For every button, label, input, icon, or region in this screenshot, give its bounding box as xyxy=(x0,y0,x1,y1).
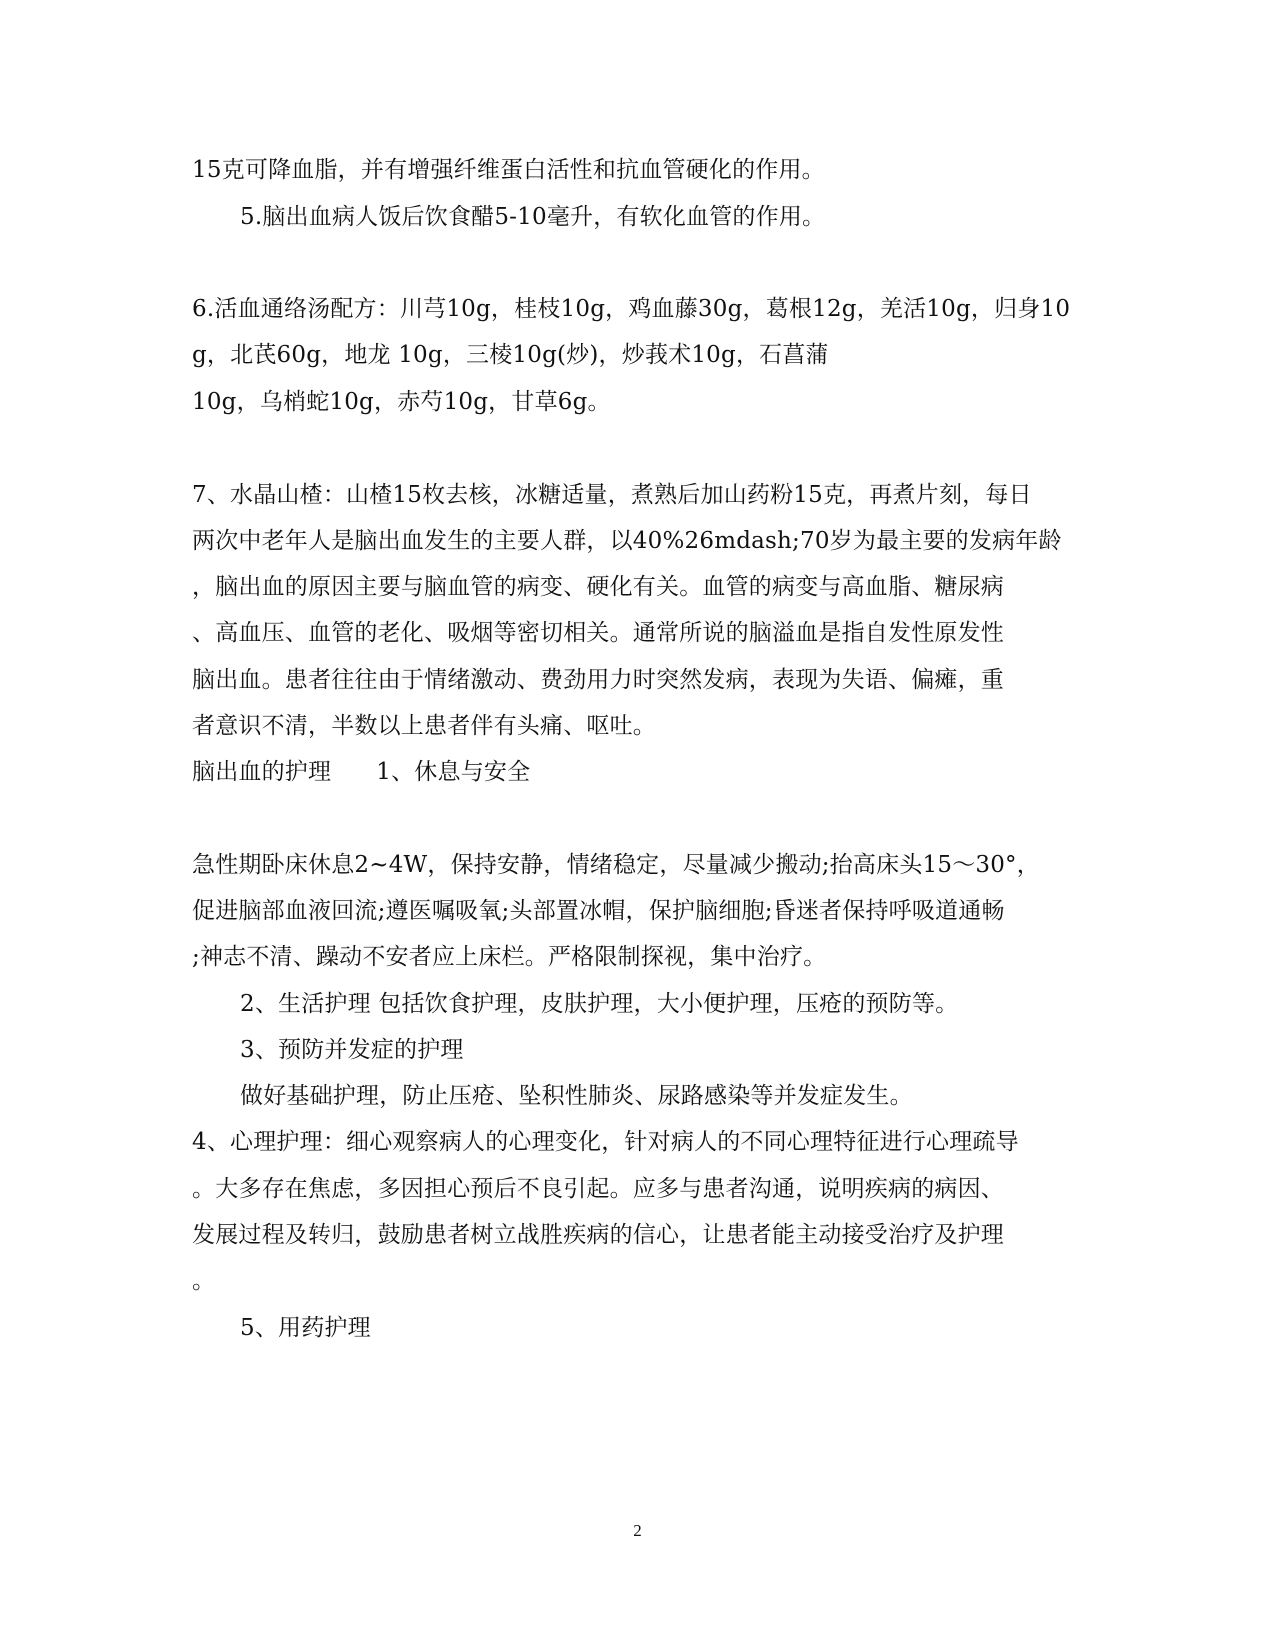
text-line: 4、心理护理：细心观察病人的心理变化，针对病人的不同心理特征进行心理疏导 xyxy=(192,1129,1019,1155)
text-line: 做好基础护理，防止压疮、坠积性肺炎、尿路感染等并发症发生。 xyxy=(240,1083,913,1109)
text-line: 两次中老年人是脑出血发生的主要人群，以40%26mdash;70岁为最主要的发病年龄 xyxy=(192,528,1062,554)
text-line: 。大多存在焦虑，多因担心预后不良引起。应多与患者沟通，说明疾病的病因、 xyxy=(192,1176,1004,1202)
text-line: 脑出血。患者往往由于情绪激动、费劲用力时突然发病，表现为失语、偏瘫，重 xyxy=(192,667,1004,693)
text-line: 者意识不清，半数以上患者伴有头痛、呕吐。 xyxy=(192,713,656,739)
text-line: ，脑出血的原因主要与脑血管的病变、硬化有关。血管的病变与高血脂、糖尿病 xyxy=(192,574,1004,600)
section-heading: 脑出血的护理 1、休息与安全 xyxy=(192,759,531,785)
text-line: 2、生活护理 包括饮食护理，皮肤护理，大小便护理，压疮的预防等。 xyxy=(240,991,959,1017)
text-line: 5.脑出血病人饭后饮食醋5-10毫升，有软化血管的作用。 xyxy=(240,204,826,230)
text-line: 。 xyxy=(192,1268,216,1294)
text-line: ;神志不清、躁动不安者应上床栏。严格限制探视，集中治疗。 xyxy=(192,944,827,970)
text-line: 3、预防并发症的护理 xyxy=(240,1037,464,1063)
text-line: 7、水晶山楂：山楂15枚去核，冰糖适量，煮熟后加山药粉15克，再煮片刻，每日 xyxy=(192,482,1032,508)
text-line: 急性期卧床休息2~4W，保持安静，情绪稳定，尽量减少搬动;抬高床头15～30°， xyxy=(192,852,1040,878)
text-line: 促进脑部血液回流;遵医嘱吸氧;头部置冰帽，保护脑细胞;昏迷者保持呼吸道通畅 xyxy=(192,898,1005,924)
text-line: 发展过程及转归，鼓励患者树立战胜疾病的信心，让患者能主动接受治疗及护理 xyxy=(192,1222,1004,1248)
text-line: g，北芪60g，地龙 10g，三棱10g(炒)，炒莪术10g，石菖蒲 xyxy=(192,342,829,368)
text-line: 15克可降血脂，并有增强纤维蛋白活性和抗血管硬化的作用。 xyxy=(192,157,825,183)
text-line: 6.活血通络汤配方：川芎10g，桂枝10g，鸡血藤30g，葛根12g，羌活10g，归身10 xyxy=(192,296,1071,322)
text-line: 、高血压、血管的老化、吸烟等密切相关。通常所说的脑溢血是指自发性原发性 xyxy=(192,620,1004,646)
text-line: 5、用药护理 xyxy=(240,1315,371,1341)
text-line: 10g，乌梢蛇10g，赤芍10g，甘草6g。 xyxy=(192,389,611,415)
page-number: 2 xyxy=(633,1521,642,1540)
